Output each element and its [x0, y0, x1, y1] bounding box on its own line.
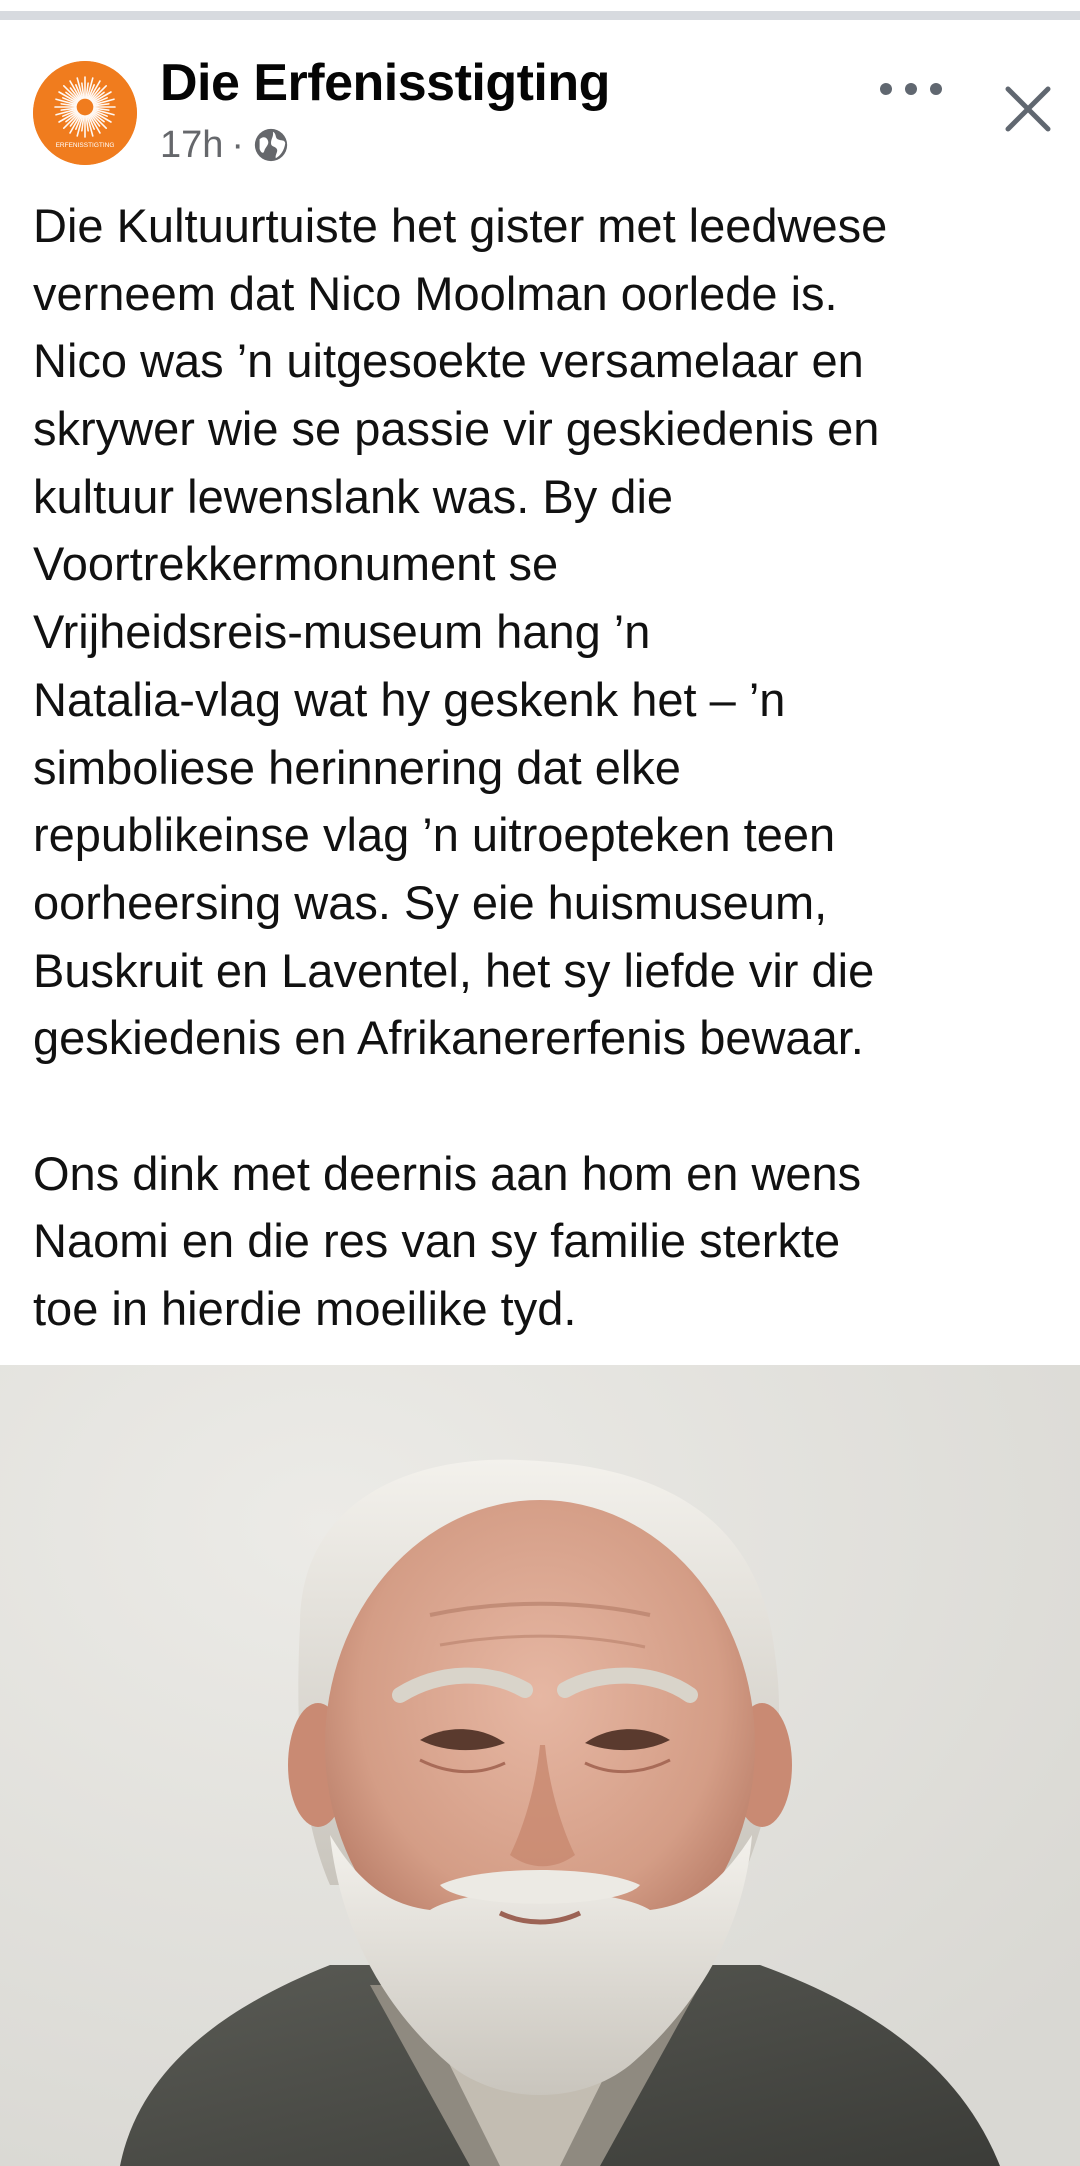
text-line: Naomi en die res van sy familie sterkte: [33, 1214, 841, 1268]
text-line: Die Kultuurtuiste het gister met leedwese: [33, 199, 888, 252]
feed-divider: [0, 0, 1080, 20]
meta-separator: ·: [231, 123, 245, 166]
text-line: Buskruit en Laventel, het sy liefde vir die: [33, 943, 875, 997]
text-line: Voortrekkermonument se: [33, 537, 559, 591]
more-dot: [905, 83, 917, 95]
text-line: Natalia-vlag wat hy geskenk het – ’n: [33, 672, 786, 726]
page-name[interactable]: Die Erfenisstigting: [160, 54, 610, 112]
post-header: [0, 29, 1080, 179]
sunburst-logo-icon: [33, 61, 137, 165]
text-line: oorheersing was. Sy eie huismuseum,: [33, 875, 828, 929]
text-line: republikeinse vlag ’n uitroepteken teen: [33, 808, 836, 862]
paragraph-gap: [33, 1072, 1053, 1140]
text-line: toe in hierdie moeilike tyd.: [33, 1282, 577, 1335]
text-line: skrywer wie se passie vir geskiedenis en: [33, 402, 880, 456]
page-avatar[interactable]: [33, 61, 137, 165]
more-horizontal-icon: [880, 83, 892, 95]
text-line: Vrijheidsreis-museum hang ’n: [33, 605, 651, 659]
text-line: verneem dat Nico Moolman oorlede is.: [33, 266, 838, 320]
post-body: [33, 192, 1053, 1343]
post-photo[interactable]: [0, 1365, 1080, 2166]
more-dot: [930, 83, 942, 95]
portrait-photo: [0, 1365, 1080, 2166]
post-meta: [160, 120, 290, 170]
text-line: Ons dink met deernis aan hom en wens: [33, 1146, 862, 1200]
avatar-logo-text: ERFENISSTIGTING: [55, 142, 115, 149]
text-line: geskiedenis en Afrikanererfenis bewaar.: [33, 1011, 864, 1065]
paragraph-1: [33, 192, 1053, 1072]
text-line: kultuur lewenslank was. By die: [33, 469, 674, 523]
text-line: simboliese herinnering dat elke: [33, 740, 681, 794]
text-line: Nico was ’n uitgesoekte versamelaar en: [33, 334, 864, 388]
paragraph-2: [33, 1140, 1053, 1343]
post-timestamp[interactable]: 17h: [160, 123, 224, 166]
more-options-button[interactable]: [880, 71, 942, 107]
globe-icon: [252, 126, 290, 164]
close-icon[interactable]: [1000, 81, 1056, 137]
